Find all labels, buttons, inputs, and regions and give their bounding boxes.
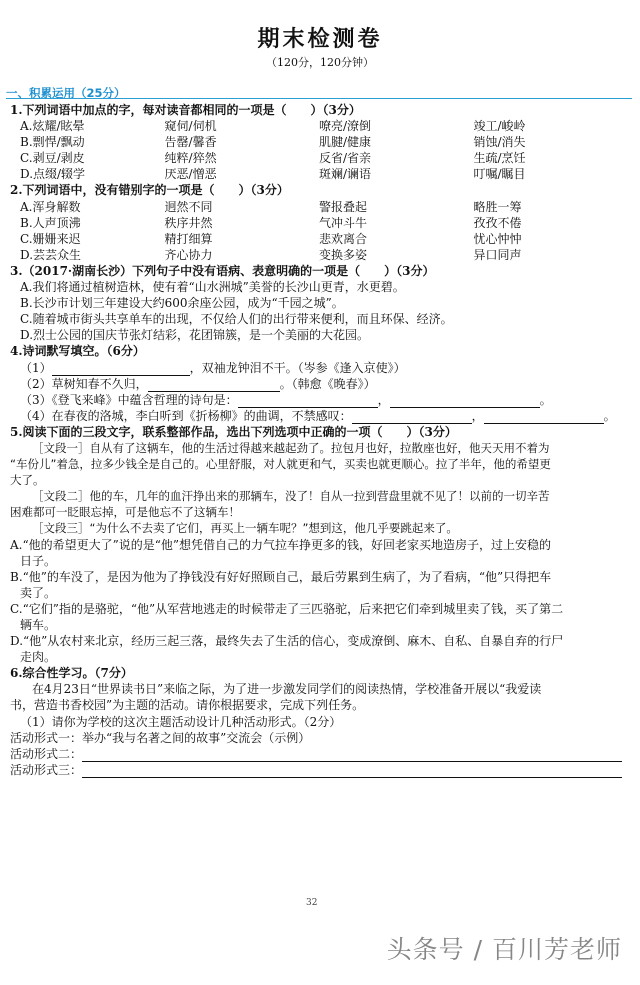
q1-row-d xyxy=(10,166,628,182)
q5-option-b: B.“他”的车没了，是因为他为了挣钱没有好好照顾自己，最后劳累到生病了，为了看病，“他”只得把车 xyxy=(10,569,552,584)
section-title: 一、积累运用（25分） xyxy=(6,86,126,100)
q2-cell: 秩序井然 xyxy=(164,215,213,230)
q6-sub-question: （1）请你为学校的这次主题活动设计几种活动形式。（2分） xyxy=(20,714,342,729)
q2-cell: 迥然不同 xyxy=(164,199,213,214)
answer-blank[interactable] xyxy=(52,363,190,376)
q1-cell: D.点缀/辍学 xyxy=(20,167,86,182)
q1-row-b xyxy=(10,134,628,150)
q2-row-c xyxy=(10,231,628,247)
q1-cell: 嘹亮/潦倒 xyxy=(319,119,372,134)
q5-option-c: C.“它们”指的是骆驼，“他”从军营地逃走的时候带走了三匹骆驼，后来把它们牵到城里卖了钱，买了第二 xyxy=(10,601,564,616)
q4-text: （3）《登飞来峰》中蕴含哲理的诗句是： xyxy=(20,392,238,407)
q4-line-2 xyxy=(10,376,628,392)
q2-cell: 齐心协力 xyxy=(164,247,213,262)
q1-cell: 叮嘱/瞩目 xyxy=(473,167,526,182)
q1-stem: 1.下列词语中加点的字，每对读音都相同的一项是（ ）（3分） xyxy=(10,103,361,117)
q2-row-b xyxy=(10,215,628,231)
q5-option-c-cont: 辆车。 xyxy=(20,618,57,632)
q5-passage-1: 大了。 xyxy=(10,473,45,488)
q4-text: ， xyxy=(471,408,484,423)
q6-intro-cont: 书，营造书香校园”为主题的活动。请你根据要求，完成下列任务。 xyxy=(10,698,365,713)
q1-cell: 厌恶/憎恶 xyxy=(164,167,217,182)
q4-label: （1） xyxy=(20,360,52,375)
q4-text: 。 xyxy=(603,408,616,423)
q2-cell: 变换多姿 xyxy=(319,247,368,262)
q1-cell: 生疏/烹饪 xyxy=(473,151,526,166)
q2-cell: B.人声顶沸 xyxy=(20,215,81,230)
q1-options xyxy=(10,118,628,182)
q1-cell: 竣工/峻岭 xyxy=(473,119,526,134)
answer-blank[interactable] xyxy=(352,411,472,424)
answer-line[interactable] xyxy=(82,765,622,778)
q1-cell: 肌腱/健康 xyxy=(319,135,372,150)
q2-cell: 悲欢离合 xyxy=(319,231,368,246)
q5-stem: 5.阅读下面的三段文字，联系整部作品，选出下列选项中正确的一项（ ）（3分） xyxy=(10,424,457,439)
q2-cell: 忧心忡忡 xyxy=(473,231,522,246)
q2-cell: 异口同声 xyxy=(473,247,522,262)
q1-cell: 反省/省亲 xyxy=(319,151,372,166)
q4-line-4 xyxy=(10,408,628,424)
q6-stem: 6.综合性学习。（7分） xyxy=(10,666,133,681)
q2-row-d xyxy=(10,247,628,263)
watermark: 头条号 / 百川芳老师 xyxy=(386,935,622,964)
section-header xyxy=(6,82,632,99)
answer-blank[interactable] xyxy=(238,395,378,408)
q2-stem: 2.下列词语中，没有错别字的一项是（ ）（3分） xyxy=(10,183,289,198)
page-number: 32 xyxy=(306,898,318,908)
q4-text: （2）草树知春不久归， xyxy=(20,376,148,391)
page-subtitle: （120分，120分钟） xyxy=(266,56,374,69)
q2-cell: A.浑身解数 xyxy=(20,199,81,214)
q2-cell: C.姗姗来迟 xyxy=(20,231,81,246)
q1-cell: 纯粹/猝然 xyxy=(164,151,217,166)
q6-form-label: 活动形式二： xyxy=(10,746,83,761)
q5-option-d: D.“他”从农村来北京，经历三起三落，最终失去了生活的信心，变成潦倒、麻木、自私、自暴自弃的行尸 xyxy=(10,634,564,649)
q5-option-d-cont: 走肉。 xyxy=(20,650,57,665)
answer-blank[interactable] xyxy=(390,395,540,408)
answer-blank[interactable] xyxy=(148,379,280,392)
q4-text: ，双袖龙钟泪不干。（岑参《逢入京使》） xyxy=(189,360,406,375)
q5-passage-2: ［文段二］他的车，几年的血汗挣出来的那辆车，没了！自从一拉到营盘里就不见了！以前的一切辛苦 xyxy=(32,489,550,504)
q5-option-b-cont: 卖了。 xyxy=(20,585,57,600)
q3-option-c: C.随着城市街头共享单车的出现，不仅给人们的出行带来便利，而且环保、经济。 xyxy=(20,312,453,327)
q2-options xyxy=(10,199,628,263)
q2-cell: 气冲斗牛 xyxy=(319,215,368,230)
q5-passage-3: ［文段三］“为什么不去卖了它们，再买上一辆车呢？”想到这，他几乎要跳起来了。 xyxy=(32,521,458,536)
q5-passage-1: “车份儿”着急，拉多少钱全是自己的。心里舒服，对人就更和气，买卖也就更顺心。拉了半年，他的希望更 xyxy=(10,457,551,472)
q2-cell: 孜孜不倦 xyxy=(473,215,522,230)
q4-stem: 4.诗词默写填空。（6分） xyxy=(10,344,145,359)
q5-passage-1: ［文段一］自从有了这辆车，他的生活过得越来越起劲了。拉包月也好，拉散座也好，他天天用不着为 xyxy=(32,440,550,455)
q6-form-label: 活动形式三： xyxy=(10,762,83,777)
q3-option-d: D.烈士公园的国庆节张灯结彩，花团锦簇，是一个美丽的大花园。 xyxy=(20,328,370,343)
q1-cell: 斑斓/谰语 xyxy=(319,167,372,182)
page-title: 期末检测卷 xyxy=(257,27,383,52)
q1-cell: A.炫耀/眩晕 xyxy=(20,119,85,134)
q5-option-a: A.“他的希望更大了”说的是“他”想凭借自己的力气拉车挣更多的钱，好回老家买地造房子，过上安稳的 xyxy=(10,537,552,552)
q2-cell: D.芸芸众生 xyxy=(20,247,82,262)
q3-option-a: A.我们将通过植树造林，使有着“山水洲城”美誉的长沙山更青，水更碧。 xyxy=(20,280,405,295)
answer-blank[interactable] xyxy=(484,411,604,424)
q6-form-1: 活动形式一：举办“我与名著之间的故事”交流会（示例） xyxy=(10,730,311,745)
q5-option-a-cont: 日子。 xyxy=(20,553,57,568)
q1-row-a xyxy=(10,118,628,134)
q1-cell: B.剽悍/飘动 xyxy=(20,135,85,150)
q2-cell: 精打细算 xyxy=(164,231,213,246)
q1-cell: C.剥豆/剥皮 xyxy=(20,151,85,166)
q6-intro: 在4月23日“世界读书日”来临之际，为了进一步激发同学们的阅读热情，学校准备开展以“我爱读 xyxy=(32,682,542,697)
q1-cell: 销蚀/消失 xyxy=(473,135,526,150)
q4-text: 。 xyxy=(539,392,552,407)
q4-text: （4）在春夜的洛城，李白听到《折杨柳》的曲调，不禁感叹： xyxy=(20,408,352,423)
q2-row-a xyxy=(10,199,628,215)
q1-cell: 告罄/馨香 xyxy=(164,135,217,150)
q4-line-1 xyxy=(10,360,628,376)
q2-cell: 警报叠起 xyxy=(319,199,368,214)
q3-option-b: B.长沙市计划三年建设大约600余座公园，成为“千园之城”。 xyxy=(20,296,344,311)
q4-text: 。（韩愈《晚春》） xyxy=(279,376,376,391)
q4-line-3 xyxy=(10,392,628,408)
q6-form-3 xyxy=(10,762,628,778)
q1-cell: 窥伺/伺机 xyxy=(164,119,217,134)
answer-line[interactable] xyxy=(82,749,622,762)
q3-stem: 3.（2017·湖南长沙）下列句子中没有语病、表意明确的一项是（ ）（3分） xyxy=(10,263,435,278)
q1-row-c xyxy=(10,150,628,166)
question-list xyxy=(10,102,628,778)
q6-form-2 xyxy=(10,746,628,762)
q2-cell: 略胜一筹 xyxy=(473,199,522,214)
q4-text: ， xyxy=(377,392,390,407)
q5-passage-2: 困难都可一眨眼忘掉，可是他忘不了这辆车！ xyxy=(10,505,240,520)
